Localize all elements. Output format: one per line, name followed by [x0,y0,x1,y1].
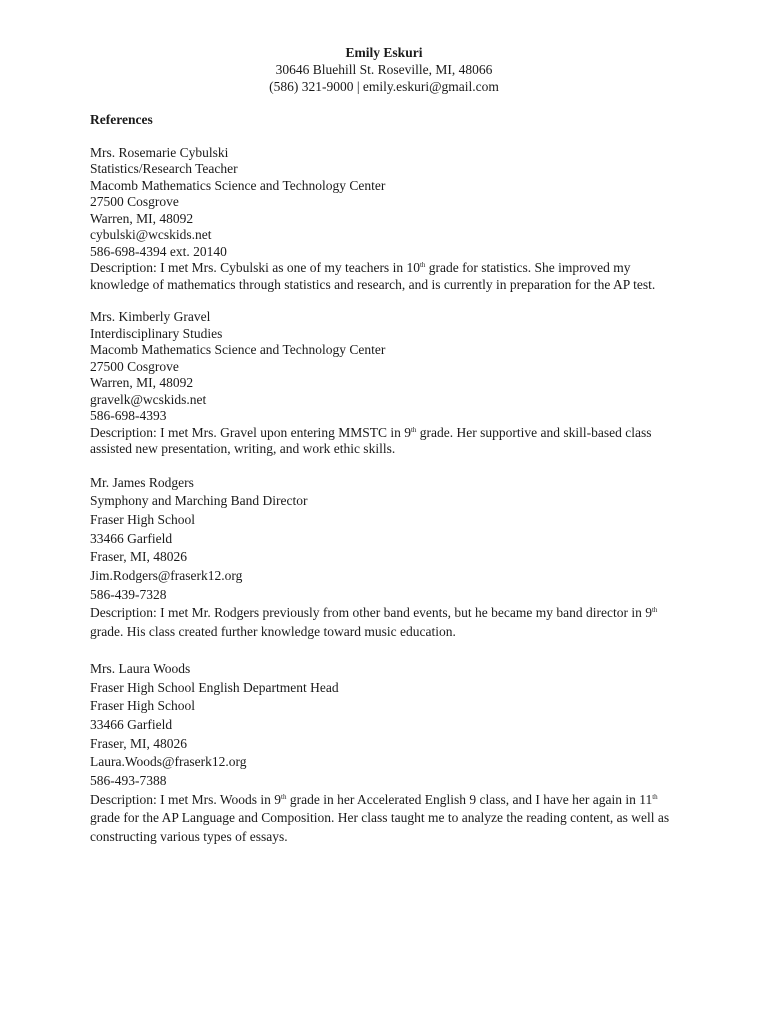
reference-phone: 586-439-7328 [90,586,167,602]
reference-email: gravelk@wcskids.net [90,391,207,407]
ordinal-suffix: th [281,792,287,801]
reference-description [90,425,690,458]
applicant-address: 30646 Bluehill St. Roseville, MI, 48066 [275,62,493,77]
reference-name: Mrs. Laura Woods [90,660,191,676]
reference-school: Fraser High School [90,698,195,714]
description-text: grade. His class created further knowledge toward music education. [90,624,456,640]
reference-entry [90,660,690,847]
reference-title: Interdisciplinary Studies [90,325,223,341]
reference-city: Fraser, MI, 48026 [90,735,187,751]
description-text: grade in her Accelerated English 9 class, and I have her again in 11 [286,791,653,807]
description-text: Description: I met Mrs. Woods in 9 [90,791,282,807]
reference-phone: 586-698-4393 [90,408,167,423]
reference-entry [90,474,690,642]
reference-title: Symphony and Marching Band Director [90,493,308,509]
reference-email: Laura.Woods@fraserk12.org [90,754,247,770]
reference-school: Fraser High School [90,511,195,527]
reference-description [90,260,690,293]
reference-title: Fraser High School English Department Head [90,679,339,695]
ordinal-suffix: th [410,425,417,434]
reference-city: Warren, MI, 48092 [90,375,194,390]
description-text: Description: I met Mrs. Cybulski as one of my teachers in 10 [90,260,420,275]
description-text: Description: I met Mr. Rodgers previously from other band events, but he became my band director in 9 [90,605,652,621]
reference-name: Mrs. Kimberly Gravel [90,309,211,324]
description-text: grade for statistics. She improved my knowledge of mathematics through statistics and research, and is currently in preparation for the AP test. [90,260,656,292]
reference-phone: 586-698-4394 ext. 20140 [90,243,227,259]
reference-street: 33466 Garfield [90,530,173,546]
reference-name: Mrs. Rosemarie Cybulski [90,144,229,160]
reference-entry [90,309,690,458]
ordinal-suffix: th [652,792,658,801]
resume-header [0,44,768,95]
reference-email: Jim.Rodgers@fraserk12.org [90,568,243,584]
reference-school: Macomb Mathematics Science and Technology Center [90,342,386,357]
reference-street: 27500 Cosgrove [90,358,179,374]
section-heading: References [90,112,153,127]
reference-email: cybulski@wcskids.net [90,227,212,242]
reference-name: Mr. James Rodgers [90,474,194,490]
ordinal-suffix: th [419,261,426,269]
ordinal-suffix: th [651,606,658,615]
reference-city: Warren, MI, 48092 [90,210,194,226]
reference-description [90,791,690,847]
reference-title: Statistics/Research Teacher [90,161,238,176]
reference-street: 27500 Cosgrove [90,194,179,209]
reference-city: Fraser, MI, 48026 [90,549,187,565]
reference-school: Macomb Mathematics Science and Technology Center [90,177,386,193]
reference-street: 33466 Garfield [90,716,173,732]
description-text: grade. Her supportive and skill-based class assisted new presentation, writing, and work ethic skills. [90,424,652,456]
description-text: grade for the AP Language and Composition. Her class taught me to analyze the reading content, as well as constructing various types of essays. [90,810,670,845]
description-text: Description: I met Mrs. Gravel upon entering MMSTC in 9 [90,424,411,440]
applicant-name: Emily Eskuri [345,45,423,60]
reference-description [90,604,690,641]
reference-phone: 586-493-7388 [90,773,167,789]
applicant-contact: (586) 321-9000 | emily.eskuri@gmail.com [269,79,499,94]
reference-entry [90,145,690,294]
references-section [90,112,690,865]
